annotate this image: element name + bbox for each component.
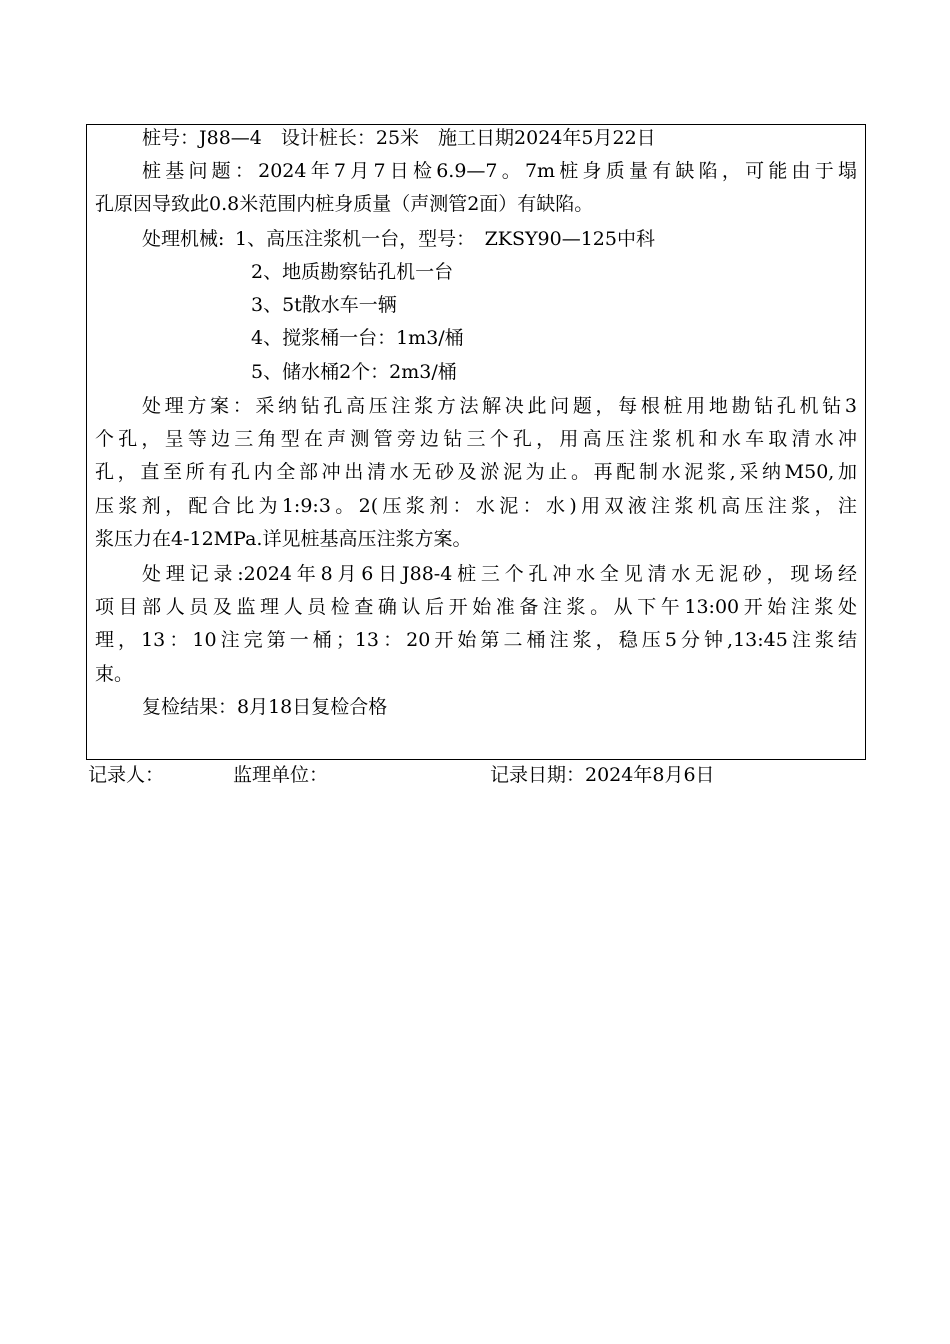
record-date-label: 记录日期：2024年8月6日: [490, 764, 715, 786]
log-line-2: 项目部人员及监理人员检查确认后开始准备注浆。从下午13:00开始注浆处: [95, 596, 857, 618]
problem-line-2: 孔原因导致此0.8米范围内桩身质量（声测管2面）有缺陷。: [95, 193, 594, 215]
log-line-4: 束。: [95, 663, 134, 685]
supervisor-label: 监理单位：: [233, 764, 329, 786]
recorder-label: 记录人：: [88, 764, 165, 786]
problem-line-1: 桩基问题：2024年7月7日检6.9—7。7m桩身质量有缺陷，可能由于塌: [142, 160, 857, 182]
machinery-label: 处理机械:: [142, 228, 225, 250]
plan-line-4: 压浆剂，配合比为1:9:3。2(压浆剂：水泥：水)用双液注浆机高压注浆，注: [95, 495, 857, 517]
machinery-item-2: 2、地质勘察钻孔机一台: [251, 261, 454, 283]
log-line-1: 处理记录:2024年8月6日J88-4桩三个孔冲水全见清水无泥砂，现场经: [142, 563, 857, 585]
log-line-3: 理，13：10注完第一桶；13：20开始第二桶注浆，稳压5分钟,13:45注浆结: [95, 629, 857, 651]
plan-line-5: 浆压力在4-12MPa.详见桩基高压注浆方案。: [95, 528, 472, 550]
plan-line-2: 个孔，呈等边三角型在声测管旁边钻三个孔，用高压注浆机和水车取清水冲: [95, 428, 857, 450]
plan-line-3: 孔，直至所有孔内全部冲出清水无砂及淤泥为止。再配制水泥浆,采纳M50,加: [95, 461, 857, 483]
machinery-item-5: 5、储水桶2个：2m3/桶: [251, 361, 457, 383]
plan-line-1: 处理方案：采纳钻孔高压注浆方法解决此问题，每根桩用地勘钻孔机钻3: [142, 395, 857, 417]
pile-treatment-record-box: [86, 124, 866, 760]
machinery-item-1: 1、高压注浆机一台，型号： ZKSY90—125中科: [235, 228, 655, 250]
machinery-item-4: 4、搅浆桶一台：1m3/桶: [251, 327, 464, 349]
recheck-result-line: 复检结果：8月18日复检合格: [142, 696, 388, 718]
pile-info-line: 桩号：J88—4 设计桩长：25米 施工日期2024年5月22日: [142, 127, 656, 149]
machinery-item-3: 3、5t散水车一辆: [251, 294, 397, 316]
